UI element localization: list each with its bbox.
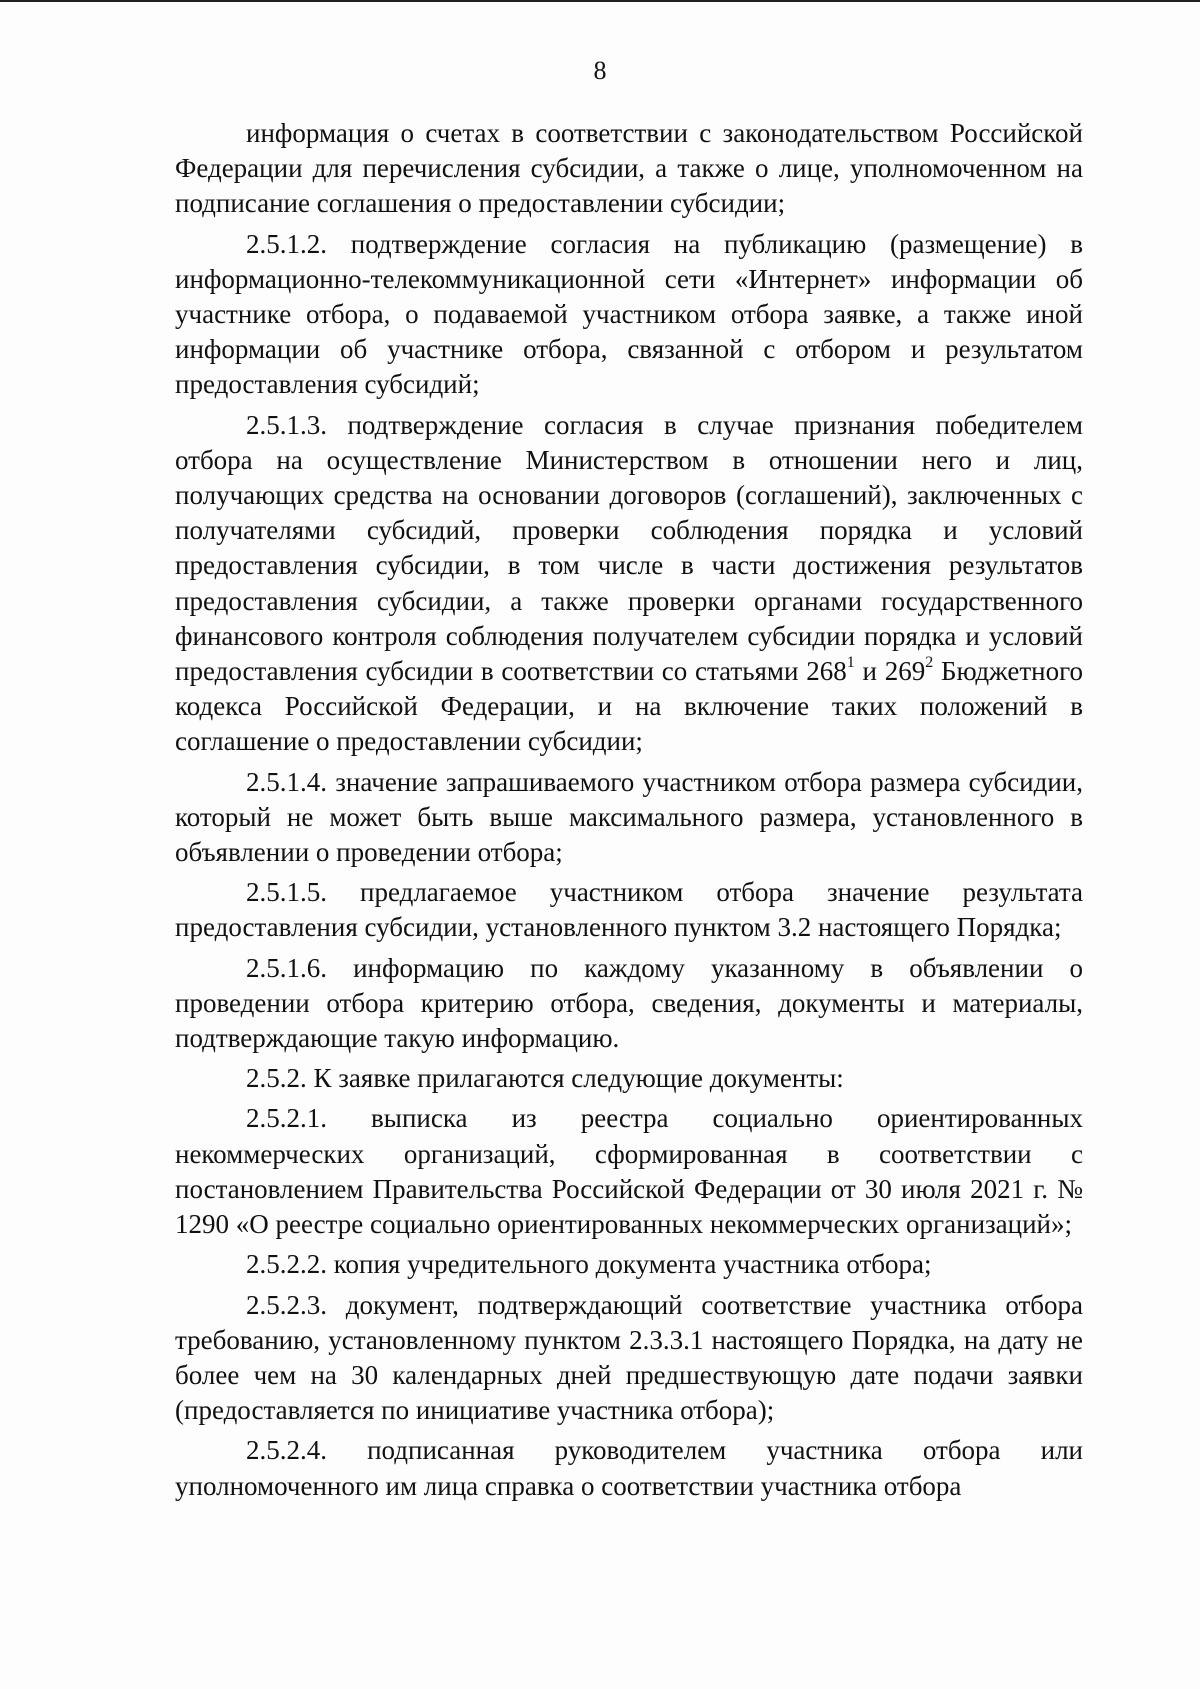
paragraph-2-5-1-4: 2.5.1.4. значение запрашиваемого участником отбора размера субсидии, который не может быть выше максимального размера, установленного в объявлении о проведении отбора;: [175, 766, 1083, 868]
paragraph-2-5-1-3: [175, 408, 1083, 760]
paragraph-2-5-1-5: 2.5.1.5. предлагаемое участником отбора значение результата предоставления субсидии, установленного пунктом 3.2 настоящего Порядка;: [175, 877, 1083, 943]
superscript-2: 2: [925, 654, 934, 672]
paragraph-2-5-1-6: 2.5.1.6. информацию по каждому указанному в объявлении о проведении отбора критерию отбора, сведения, документы и материалы, подтверждающие такую информацию.: [175, 952, 1083, 1054]
scan-top-edge: [0, 0, 1200, 2]
paragraph-account-info: информация о счетах в соответствии с законодательством Российской Федерации для перечисления субсидии, а также о лице, уполномоченном на подписание соглашения о предоставлении субсидии;: [175, 118, 1083, 219]
paragraph-2-5-1-3-part-c: Бюджетного кодекса Российской Федерации, и на включение таких положений в соглашение о предоставлении субсидии;: [175, 656, 1083, 757]
paragraph-2-5-1-3-part-b: и 269: [854, 656, 926, 687]
document-body: [175, 116, 1083, 1504]
paragraph-2-5-1-3-part-a: 2.5.1.3. подтверждение согласия в случае признания победителем отбора на осуществление Министерством в отношении него и лиц, получающих средства на основании договоров (соглашений), заключенных с получателями субсидий, проверки соблюдения порядка и условий предоставления субсидии, в том числе в части достижения результатов предоставления субсидии, а также проверки органами государственного финансового контроля соблюдения получателем субсидии порядка и условий предоставления субсидии в соответствии со статьями 268: [175, 409, 1083, 687]
superscript-1: 1: [846, 654, 855, 672]
paragraph-2-5-2-4: 2.5.2.4. подписанная руководителем участника отбора или уполномоченного им лица справка о соответствии участника отбора: [175, 1435, 1083, 1501]
paragraph-2-5-2: 2.5.2. К заявке прилагаются следующие документы:: [246, 1063, 844, 1094]
paragraph-2-5-1-2: 2.5.1.2. подтверждение согласия на публикацию (размещение) в информационно-телекоммуникационной сети «Интернет» информации об участнике отбора, о подаваемой участником отбора заявке, а также иной информации об участнике отбора, связанной с отбором и результатом предоставления субсидий;: [175, 228, 1083, 400]
paragraph-2-5-2-2: 2.5.2.2. копия учредительного документа участника отбора;: [246, 1249, 932, 1280]
paragraph-2-5-2-1: 2.5.2.1. выписка из реестра социально ориентированных некоммерческих организаций, сформированная в соответствии с постановлением Правительства Российской Федерации от 30 июля 2021 г. № 1290 «О реестре социально ориентированных некоммерческих организаций»;: [175, 1103, 1083, 1240]
paragraph-2-5-2-3: 2.5.2.3. документ, подтверждающий соответствие участника отбора требованию, установленному пунктом 2.3.3.1 настоящего Порядка, на дату не более чем на 30 календарных дней предшествующую дате подачи заявки (предоставляется по инициативе участника отбора);: [175, 1289, 1083, 1426]
page-number: 8: [593, 56, 607, 85]
